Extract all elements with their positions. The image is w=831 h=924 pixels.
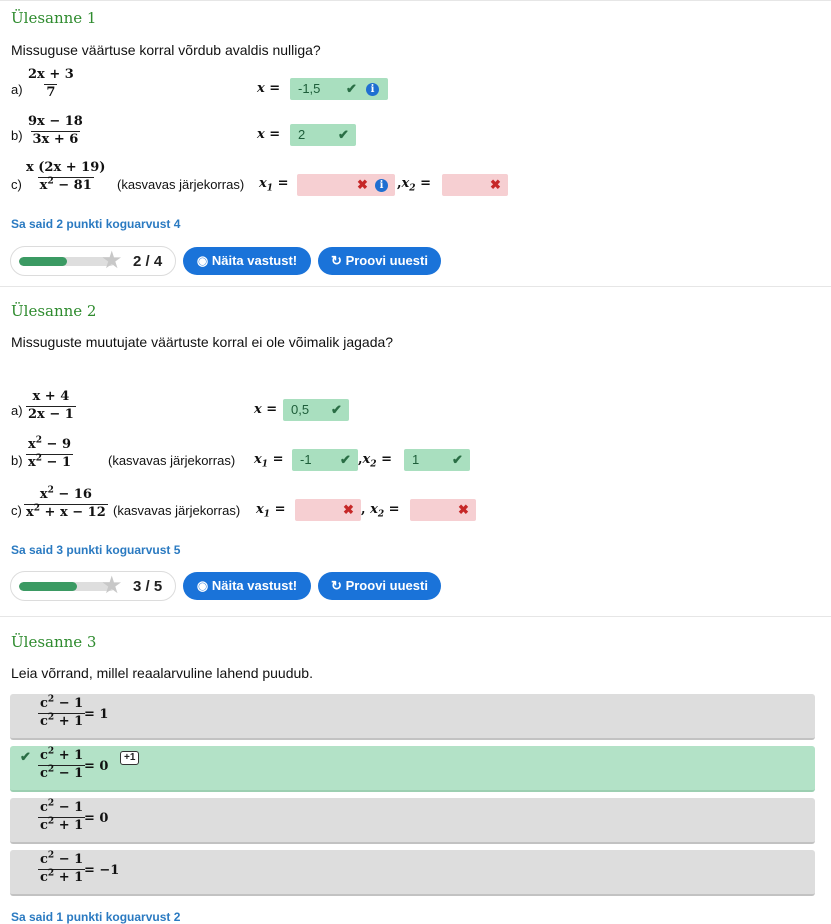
cross-icon: ✖ bbox=[458, 502, 469, 517]
equation-rhs: = 0 bbox=[84, 759, 109, 774]
fraction-expression: $\frac{c^2 + 1}{c^2 - 1}$ bbox=[40, 746, 84, 781]
task-3-section bbox=[0, 616, 831, 922]
answer-value: 2 bbox=[298, 127, 306, 142]
denominator: $x^2 + x - 12$ bbox=[26, 503, 106, 520]
variable-label: $x_1$ = bbox=[254, 452, 284, 470]
progress-text: 3 / 5 bbox=[133, 578, 163, 595]
variable-label: $x_1$ = bbox=[259, 176, 289, 194]
check-icon: ✔ bbox=[20, 749, 31, 764]
cross-icon: ✖ bbox=[343, 502, 354, 517]
star-icon: ★ bbox=[101, 247, 123, 274]
answer-field[interactable] bbox=[404, 449, 470, 471]
answer-field[interactable] bbox=[290, 124, 356, 146]
denominator: $x^2 - 81$ bbox=[39, 176, 92, 193]
fraction-expression: $\frac{c^2 - 1}{c^2 + 1}$ bbox=[40, 798, 84, 833]
show-answer-button[interactable]: ◉ Näita vastust! bbox=[183, 572, 311, 600]
eye-icon: ◉ bbox=[196, 253, 209, 268]
item-label: a) bbox=[11, 82, 23, 97]
progress-indicator bbox=[10, 246, 176, 276]
fraction-expression bbox=[24, 161, 107, 194]
fraction-expression bbox=[26, 435, 73, 471]
check-icon: ✔ bbox=[452, 452, 463, 467]
info-icon[interactable]: i bbox=[366, 83, 379, 96]
points-badge: +1 bbox=[120, 751, 139, 765]
numerator: x + 4 bbox=[32, 389, 70, 404]
answer-field[interactable] bbox=[295, 499, 361, 521]
progress-fill bbox=[19, 257, 67, 266]
answer-value: -1,5 bbox=[298, 81, 321, 96]
task-title: Ülesanne 2 bbox=[11, 302, 97, 320]
score-text: Sa said 1 punkti koguarvust 2 bbox=[11, 910, 181, 924]
check-icon: ✔ bbox=[331, 402, 342, 417]
task-question: Missuguse väärtuse korral võrdub avaldis nulliga? bbox=[11, 42, 321, 58]
check-icon: ✔ bbox=[338, 127, 349, 142]
retry-button[interactable]: ↻ Proovi uuesti bbox=[318, 247, 441, 275]
answer-option[interactable] bbox=[10, 850, 815, 896]
progress-indicator bbox=[10, 571, 176, 601]
answer-value: 1 bbox=[412, 452, 420, 467]
variable-label: $x_1$ = bbox=[256, 502, 286, 520]
info-icon[interactable]: i bbox=[375, 179, 388, 192]
refresh-icon: ↻ bbox=[331, 253, 342, 268]
answer-field[interactable] bbox=[290, 78, 388, 100]
numerator: $x^2 - 16$ bbox=[39, 485, 92, 502]
item-label: b) bbox=[11, 128, 23, 143]
answer-option[interactable] bbox=[10, 798, 815, 844]
retry-button[interactable]: ↻ Proovi uuesti bbox=[318, 572, 441, 600]
variable-label: $,x_2$ = bbox=[358, 452, 392, 470]
item-label: a) bbox=[11, 403, 23, 418]
task-question: Leia võrrand, millel reaalarvuline lahend puudub. bbox=[11, 665, 313, 681]
equation-rhs: = 1 bbox=[84, 707, 109, 722]
show-answer-button[interactable]: ◉ Näita vastust! bbox=[183, 247, 311, 275]
item-label: c) bbox=[11, 503, 22, 518]
answer-field[interactable] bbox=[442, 174, 508, 196]
numerator: $x^2 - 9$ bbox=[28, 435, 72, 452]
variable-label: x = bbox=[257, 127, 281, 142]
variable-label: x = bbox=[254, 402, 278, 417]
fraction-expression bbox=[26, 390, 76, 423]
answer-value: -1 bbox=[300, 452, 312, 467]
cross-icon: ✖ bbox=[490, 177, 501, 192]
answer-option-correct[interactable] bbox=[10, 746, 815, 792]
answer-field[interactable] bbox=[283, 399, 349, 421]
equation-rhs: = −1 bbox=[84, 863, 120, 878]
task-question: Missuguste muutujate väärtuste korral ei ole võimalik jagada? bbox=[11, 334, 394, 350]
answer-option[interactable] bbox=[10, 694, 815, 740]
fraction-expression bbox=[26, 68, 76, 101]
numerator: 9x − 18 bbox=[28, 114, 83, 129]
task-title: Ülesanne 3 bbox=[11, 633, 97, 651]
cross-icon: ✖ bbox=[357, 177, 368, 192]
task-1-section bbox=[0, 0, 831, 286]
numerator: x (2x + 19) bbox=[26, 160, 106, 175]
task-title: Ülesanne 1 bbox=[11, 9, 97, 27]
answer-field[interactable] bbox=[410, 499, 476, 521]
denominator: 7 bbox=[46, 84, 56, 100]
order-note: (kasvavas järjekorras) bbox=[108, 453, 236, 468]
star-icon: ★ bbox=[101, 572, 123, 599]
denominator: $x^2 - 1$ bbox=[28, 453, 72, 470]
check-icon: ✔ bbox=[346, 81, 357, 96]
variable-label: , $x_2$ = bbox=[361, 502, 400, 520]
eye-icon: ◉ bbox=[196, 578, 209, 593]
order-note: (kasvavas järjekorras) bbox=[113, 503, 241, 518]
answer-field[interactable] bbox=[297, 174, 395, 196]
fraction-expression: $\frac{c^2 - 1}{c^2 + 1}$ bbox=[40, 850, 84, 885]
answer-value: 0,5 bbox=[291, 402, 310, 417]
fraction-expression: $\frac{c^2 - 1}{c^2 + 1}$ bbox=[40, 694, 84, 729]
numerator: 2x + 3 bbox=[28, 67, 74, 82]
variable-label: x = bbox=[257, 81, 281, 96]
denominator: 3x + 6 bbox=[32, 131, 79, 147]
task-2-section bbox=[0, 286, 831, 616]
variable-label: $,x_2$ = bbox=[397, 176, 431, 194]
fraction-expression bbox=[24, 485, 108, 521]
denominator: 2x − 1 bbox=[28, 406, 74, 422]
item-label: c) bbox=[11, 177, 22, 192]
check-icon: ✔ bbox=[340, 452, 351, 467]
score-text: Sa said 2 punkti koguarvust 4 bbox=[11, 217, 181, 231]
progress-fill bbox=[19, 582, 77, 591]
progress-text: 2 / 4 bbox=[133, 253, 163, 270]
equation-rhs: = 0 bbox=[84, 811, 109, 826]
refresh-icon: ↻ bbox=[331, 578, 342, 593]
fraction-expression bbox=[26, 115, 85, 148]
order-note: (kasvavas järjekorras) bbox=[117, 177, 245, 192]
score-text: Sa said 3 punkti koguarvust 5 bbox=[11, 543, 181, 557]
item-label: b) bbox=[11, 453, 23, 468]
answer-field[interactable] bbox=[292, 449, 358, 471]
